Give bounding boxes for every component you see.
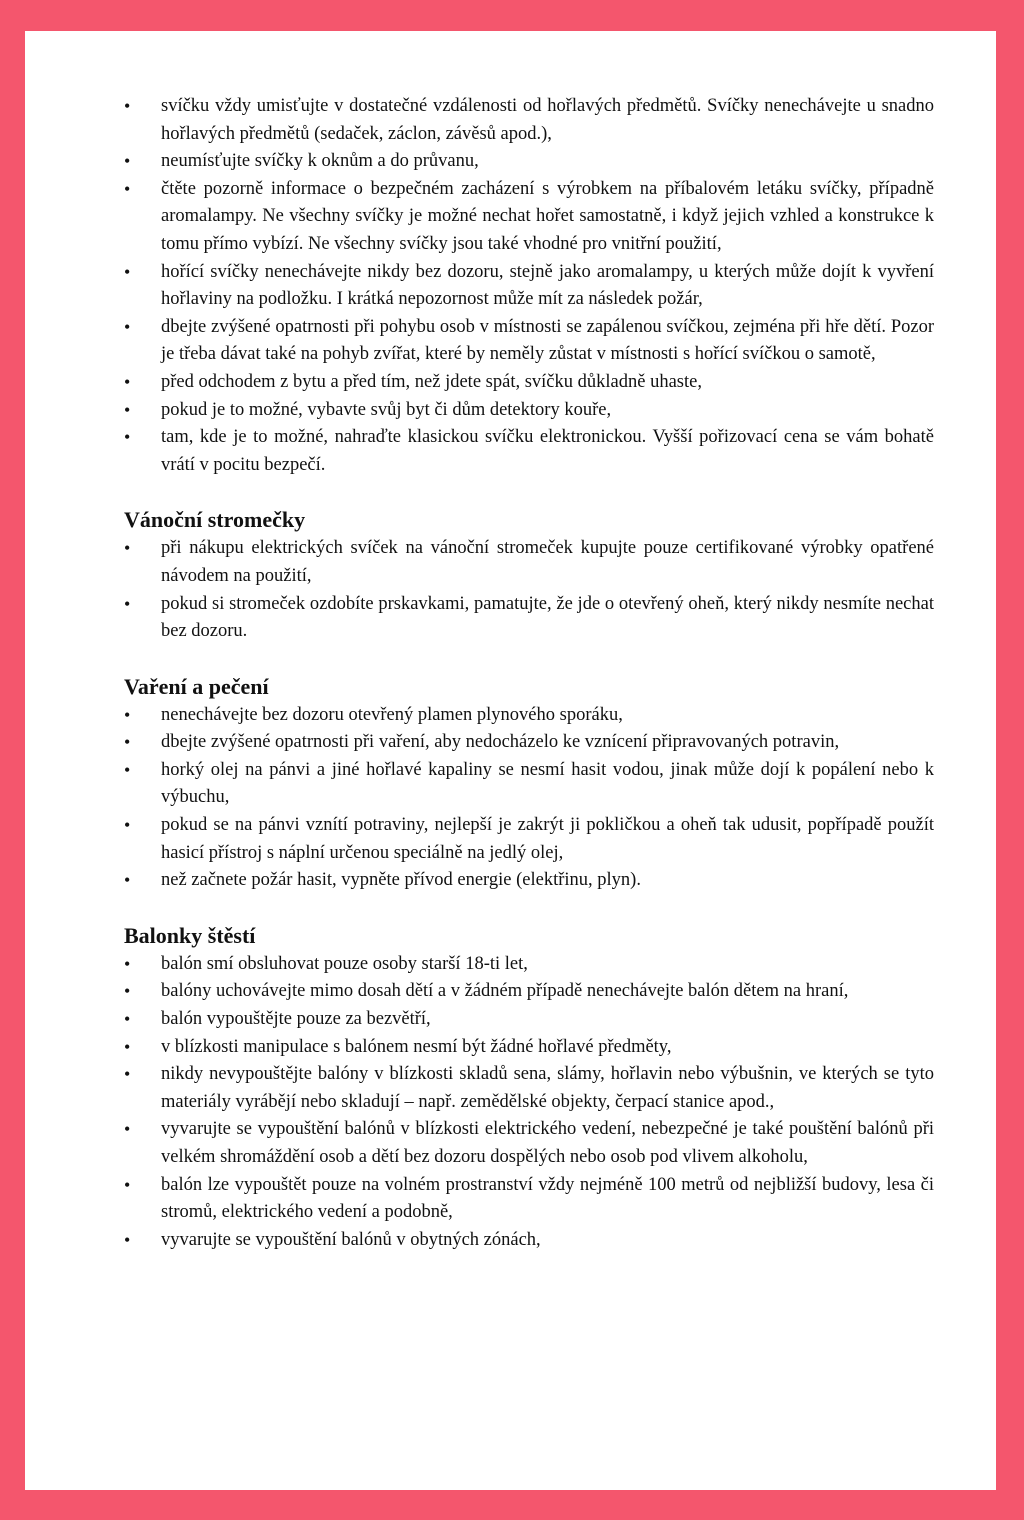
list-item-text: v blízkosti manipulace s balónem nesmí být žádné hořlavé předměty, xyxy=(161,1036,672,1057)
bullet-icon: • xyxy=(124,427,131,448)
document-page xyxy=(25,31,996,1490)
bullet-icon: • xyxy=(124,815,131,836)
list-item-text: nikdy nevypouštějte balóny v blízkosti skladů sena, slámy, hořlavin nebo výbušnin, ve kterých se tyto materiály vyrábějí nebo skladují – např. zemědělské objekty, čerpací stanice apod., xyxy=(161,1064,934,1112)
bullet-icon: • xyxy=(124,593,131,614)
section-christmas-trees xyxy=(124,505,934,645)
list-item-text: před odchodem z bytu a před tím, než jdete spát, svíčku důkladně uhaste, xyxy=(161,371,702,392)
document-content xyxy=(124,93,934,1254)
list-item-text: neumísťujte svíčky k oknům a do průvanu, xyxy=(161,151,479,172)
bullet-icon: • xyxy=(124,1064,131,1085)
list-item-text: než začnete požár hasit, vypněte přívod energie (elektřinu, plyn). xyxy=(161,870,641,891)
bullet-icon: • xyxy=(124,96,131,116)
bullet-icon: • xyxy=(124,732,131,753)
bullet-list xyxy=(124,951,934,1255)
list-item-text: balón lze vypouštět pouze na volném prostranství vždy nejméně 100 metrů od nejbližší budovy, lesa či stromů, elektrického vedení a podobně, xyxy=(161,1174,934,1223)
bullet-icon: • xyxy=(124,981,131,1002)
bullet-icon: • xyxy=(124,1119,131,1140)
list-item-text: dbejte zvýšené opatrnosti při vaření, aby nedocházelo ke vznícení připravovaných potravin, xyxy=(161,732,840,753)
bullet-icon: • xyxy=(124,1229,131,1250)
list-item xyxy=(124,951,934,979)
list-item xyxy=(124,176,934,259)
list-item-text: balóny uchovávejte mimo dosah dětí a v žádném případě nenechávejte balón dětem na hraní, xyxy=(161,981,849,1002)
list-item-text: balón smí obsluhovat pouze osoby starší 18-ti let, xyxy=(161,953,528,974)
section-heading: Vaření a pečení xyxy=(124,673,269,699)
bullet-list xyxy=(124,535,934,645)
list-item-text: při nákupu elektrických svíček na vánoční stromeček kupujte pouze certifikované výrobky opatřené návodem na použití, xyxy=(161,538,934,586)
list-item-text: vyvarujte se vypouštění balónů v obytných zónách, xyxy=(161,1229,541,1250)
bullet-icon: • xyxy=(124,1009,131,1030)
list-item xyxy=(124,1227,934,1255)
list-item-text: tam, kde je to možné, nahraďte klasickou svíčku elektronickou. Vyšší pořizovací cena se vám bohatě vrátí v pocitu bezpečí. xyxy=(161,427,934,475)
list-item xyxy=(124,702,934,730)
list-item-text: dbejte zvýšené opatrnosti při pohybu osob v místnosti se zapálenou svíčkou, zejména při hře dětí. Pozor je třeba dávat také na pohyb zvířat, které by neměly zůstat v místnosti s hořící svíčkou o samotě, xyxy=(161,316,934,365)
bullet-icon: • xyxy=(124,178,131,199)
list-item xyxy=(124,259,934,314)
section-cooking xyxy=(124,672,934,895)
list-item xyxy=(124,1172,934,1227)
list-item xyxy=(124,148,934,176)
list-item-text: hořící svíčky nenechávejte nikdy bez dozoru, stejně jako aromalampy, u kterých může dojít k vyvření hořlaviny na podložku. I krátká nepozornost může mít za následek požár, xyxy=(161,261,934,310)
bullet-icon: • xyxy=(124,953,131,974)
bullet-icon: • xyxy=(124,704,131,725)
bullet-icon: • xyxy=(124,1036,131,1057)
bullet-icon: • xyxy=(124,1174,131,1195)
list-item xyxy=(124,867,934,895)
list-item-text: pokud se na pánvi vznítí potraviny, nejlepší je zakrýt ji pokličkou a oheň tak udusit, popřípadě použít hasicí přístroj s náplní určenou speciálně na jedlý olej, xyxy=(161,815,934,863)
bullet-list xyxy=(124,702,934,895)
list-item-text: pokud je to možné, vybavte svůj byt či dům detektory kouře, xyxy=(161,399,612,420)
section-heading: Balonky štěstí xyxy=(124,922,256,948)
list-item xyxy=(124,729,934,757)
bullet-icon: • xyxy=(124,538,131,559)
list-item xyxy=(124,1006,934,1034)
list-item xyxy=(124,757,934,812)
list-item xyxy=(124,424,934,479)
section-heading: Vánoční stromečky xyxy=(124,507,306,533)
list-item xyxy=(124,314,934,369)
bullet-icon: • xyxy=(124,399,131,420)
list-item xyxy=(124,397,934,425)
list-item-text: nenechávejte bez dozoru otevřený plamen plynového sporáku, xyxy=(161,704,623,725)
bullet-icon: • xyxy=(124,261,131,282)
list-item-text: čtěte pozorně informace o bezpečném zacházení s výrobkem na příbalovém letáku svíčky, případně aromalampy. Ne všechny svíčky je možné nechat hořet samostatně, i když jejich vzhled a konstrukce k tomu přímo vybízí. Ne všechny svíčky jsou také vhodné pro vnitřní použití, xyxy=(161,178,934,254)
list-item-text: horký olej na pánvi a jiné hořlavé kapaliny se nesmí hasit vodou, jinak může dojí k popálení nebo k výbuchu, xyxy=(161,759,934,808)
list-item-text: pokud si stromeček ozdobíte prskavkami, pamatujte, že jde o otevřený oheň, který nikdy nesmíte nechat bez dozoru. xyxy=(161,593,934,642)
list-item xyxy=(124,978,934,1006)
bullet-icon: • xyxy=(124,151,131,172)
bullet-icon: • xyxy=(124,759,131,780)
list-item xyxy=(124,369,934,397)
list-item xyxy=(124,93,934,148)
section-lucky-balloons xyxy=(124,921,934,1255)
bullet-icon: • xyxy=(124,316,131,337)
list-item-text: svíčku vždy umisťujte v dostatečné vzdálenosti od hořlavých předmětů. Svíčky nenechávejte u snadno hořlavých předmětů (sedaček, záclon, závěsů apod.), xyxy=(161,96,934,144)
list-item xyxy=(124,1034,934,1062)
list-item xyxy=(124,1116,934,1171)
list-item-text: vyvarujte se vypouštění balónů v blízkosti elektrického vedení, nebezpečné je také pouštění balónů při velkém shromáždění osob a dětí bez dozoru dospělých nebo osob pod vlivem alkoholu, xyxy=(161,1119,934,1167)
intro-bullet-list xyxy=(124,93,934,479)
list-item xyxy=(124,812,934,867)
bullet-icon: • xyxy=(124,371,131,392)
bullet-icon: • xyxy=(124,870,131,891)
list-item xyxy=(124,591,934,646)
list-item xyxy=(124,1061,934,1116)
list-item-text: balón vypouštějte pouze za bezvětří, xyxy=(161,1009,431,1030)
list-item xyxy=(124,535,934,590)
